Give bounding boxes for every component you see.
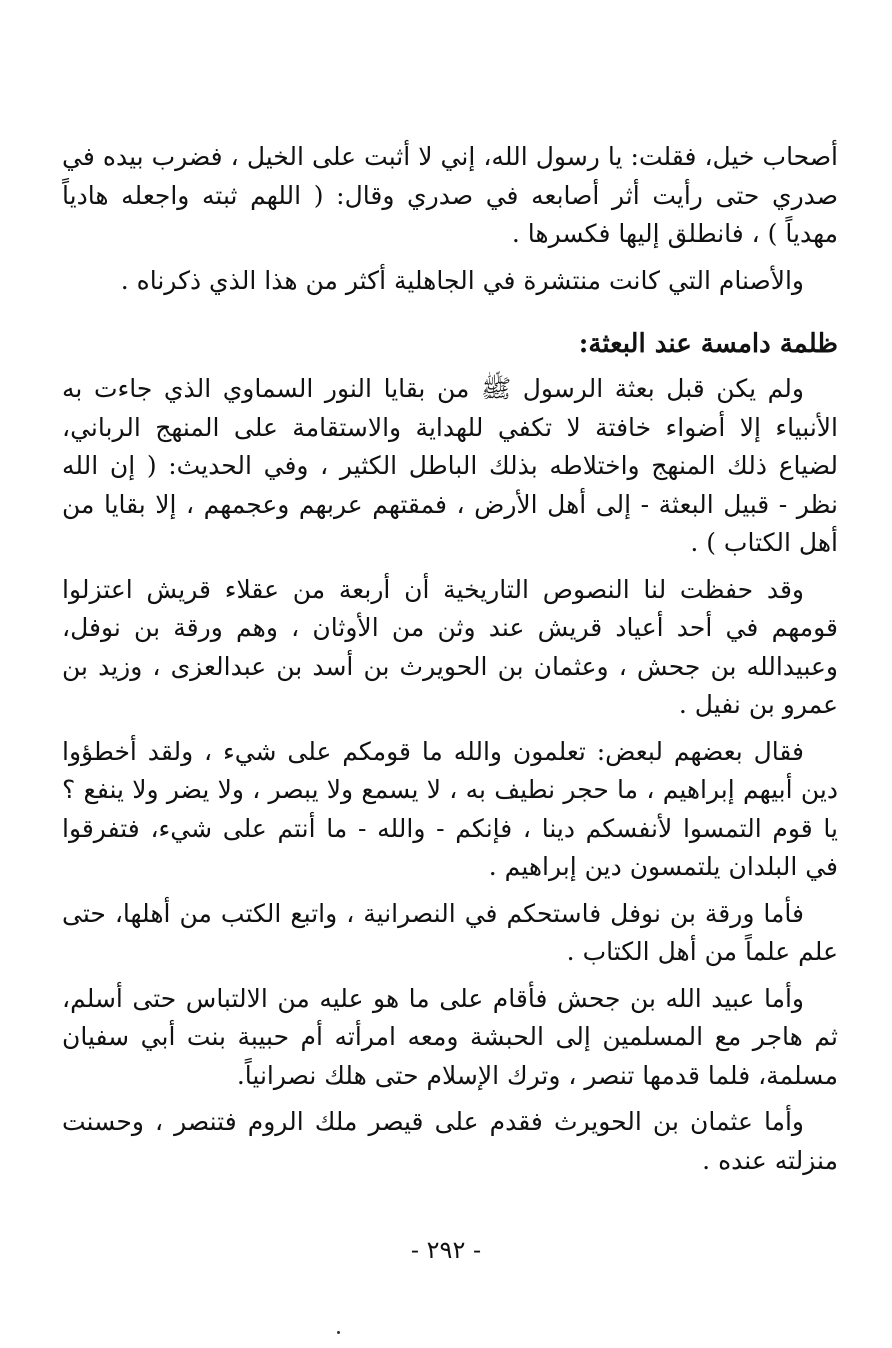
paragraph-their-speech: فقال بعضهم لبعض: تعلمون والله ما قومكم على شيء ، ولقد أخطؤوا دين أبيهم إبراهيم ، ما حجر نطيف به ، لا يسمع ولا يبصر ، ولا يضر ولا ينفع ؟ يا قوم التمسوا لأنفسكم دينا ، فإنكم - والله - ما أنتم على شيء، فتفرقوا في البلدان يلتمسون دين إبراهيم . [62, 736, 838, 881]
paragraph-uthman: وأما عثمان بن الحويرث فقدم على قيصر ملك الروم فتنصر ، وحسنت منزلته عنده . [62, 1107, 838, 1175]
print-speck [337, 1331, 340, 1334]
paragraph-waraqa: فأما ورقة بن نوفل فاستحكم في النصرانية ، واتبع الكتب من أهلها، حتى علم علماً من أهل الكتاب . [62, 898, 838, 966]
page-number: - ٢٩٢ - [410, 1236, 482, 1264]
page-body [62, 138, 838, 1188]
paragraph-idols: والأصنام التي كانت منتشرة في الجاهلية أكثر من هذا الذي ذكرناه . [120, 265, 804, 295]
paragraph-four-men: وقد حفظت لنا النصوص التاريخية أن أربعة من عقلاء قريش اعتزلوا قومهم في أحد أعياد قريش عند وثن من الأوثان ، وهم ورقة بن نوفل، وعبيدالله بن جحش ، وعثمان بن الحويرث بن أسد بن عبدالعزى ، وزيد بن عمرو بن نفيل . [62, 574, 838, 719]
section-heading: ظلمة دامسة عند البعثة: [578, 329, 838, 359]
paragraph-before-mission: ولم يكن قبل بعثة الرسول ﷺ من بقايا النور السماوي الذي جاءت به الأنبياء إلا أضواء خافتة لا تكفي للهداية والاستقامة على المنهج الرباني، لضياع ذلك المنهج واختلاطه بذلك الباطل الكثير ، وفي الحديث: ( إن الله نظر - قبيل البعثة - إلى أهل الأرض ، فمقتهم عربهم وعجمهم ، إلا بقايا من أهل الكتاب ) . [62, 374, 838, 557]
paragraph-continuation: أصحاب خيل، فقلت: يا رسول الله، إني لا أثبت على الخيل ، فضرب بيده في صدري حتى رأيت أثر أصابعه في صدري وقال: ( اللهم ثبته واجعله هادياً مهدياً ) ، فانطلق إليها فكسرها . [62, 142, 838, 248]
paragraph-ubaydullah: وأما عبيد الله بن جحش فأقام على ما هو عليه من الالتباس حتى أسلم، ثم هاجر مع المسلمين إلى الحبشة ومعه امرأته أم حبيبة بنت أبي سفيان مسلمة، فلما قدمها تنصر ، وترك الإسلام حتى هلك نصرانياً. [62, 983, 838, 1090]
